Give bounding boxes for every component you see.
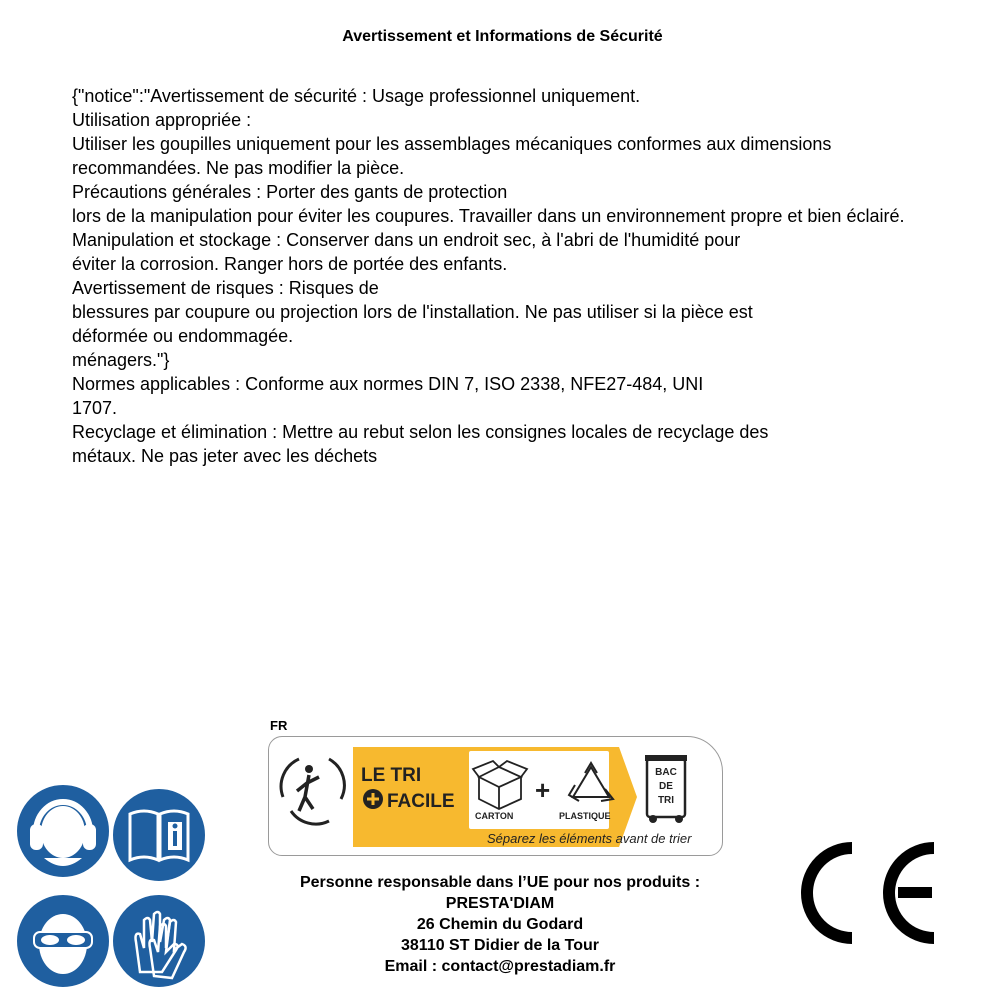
triman-country-label: FR <box>270 718 288 733</box>
responsible-person-block <box>260 872 740 977</box>
recycling-bin-icon <box>645 755 687 823</box>
page-title: Avertissement et Informations de Sécurité <box>342 28 663 45</box>
responsible-street: 26 Chemin du Godard <box>416 916 584 933</box>
triman-recycling-label <box>268 736 723 856</box>
safety-notice-text: {"notice":"Avertissement de sécurité : Usage professionnel uniquement. Utilisation appropriée : Utiliser les goupilles uniquement pour les assemblages mécaniques conformes aux dimensions recommandées. Ne pas modifier la pièce. Précautions générales : Porter des gants de protection lors de la manipulation pour éviter les coupures. Travailler dans un environnement propre et bien éclairé. Manipulation et stockage : Conserver dans un endroit sec, à l'abri de l'humidité pour éviter la corrosion. Ranger hors de portée des enfants. Avertissement de risques : Risques de blessures par coupure ou projection lors de l'installation. Ne pas utiliser si la pièce est déformée ou endommagée. <box>72 86 905 346</box>
safety-notice-overlap: ménagers."} <box>72 350 170 370</box>
bin-label-2: DE <box>659 781 673 792</box>
triman-item-plastic: PLASTIQUE <box>559 811 611 821</box>
triman-slogan-1: LE TRI <box>361 765 422 786</box>
triman-item-carton: CARTON <box>475 811 514 821</box>
ce-mark-icon <box>798 842 938 944</box>
gloves-icon <box>110 892 208 990</box>
responsible-company: PRESTA'DIAM <box>445 895 555 912</box>
responsible-email: Email : contact@prestadiam.fr <box>384 958 616 975</box>
triman-slogan-2: FACILE <box>387 791 455 812</box>
bin-label-1: BAC <box>655 767 677 778</box>
read-manual-icon <box>110 786 208 884</box>
responsible-city: 38110 ST Didier de la Tour <box>401 937 599 954</box>
eye-protection-icon <box>14 892 112 990</box>
triman-caption: Séparez les éléments avant de trier <box>487 831 692 846</box>
safety-notice-lower-text: Normes applicables : Conforme aux normes DIN 7, ISO 2338, NFE27-484, UNI 1707. Recyclage et élimination : Mettre au rebut selon les consignes locales de recyclage des métaux. Ne pas jeter avec les déchets <box>72 374 769 466</box>
bin-label-3: TRI <box>657 795 675 806</box>
triman-logo-icon <box>281 759 344 824</box>
responsible-heading: Personne responsable dans l’UE pour nos produits : <box>299 874 701 891</box>
svg-text:+: + <box>535 775 551 805</box>
ear-protection-icon <box>14 782 112 880</box>
